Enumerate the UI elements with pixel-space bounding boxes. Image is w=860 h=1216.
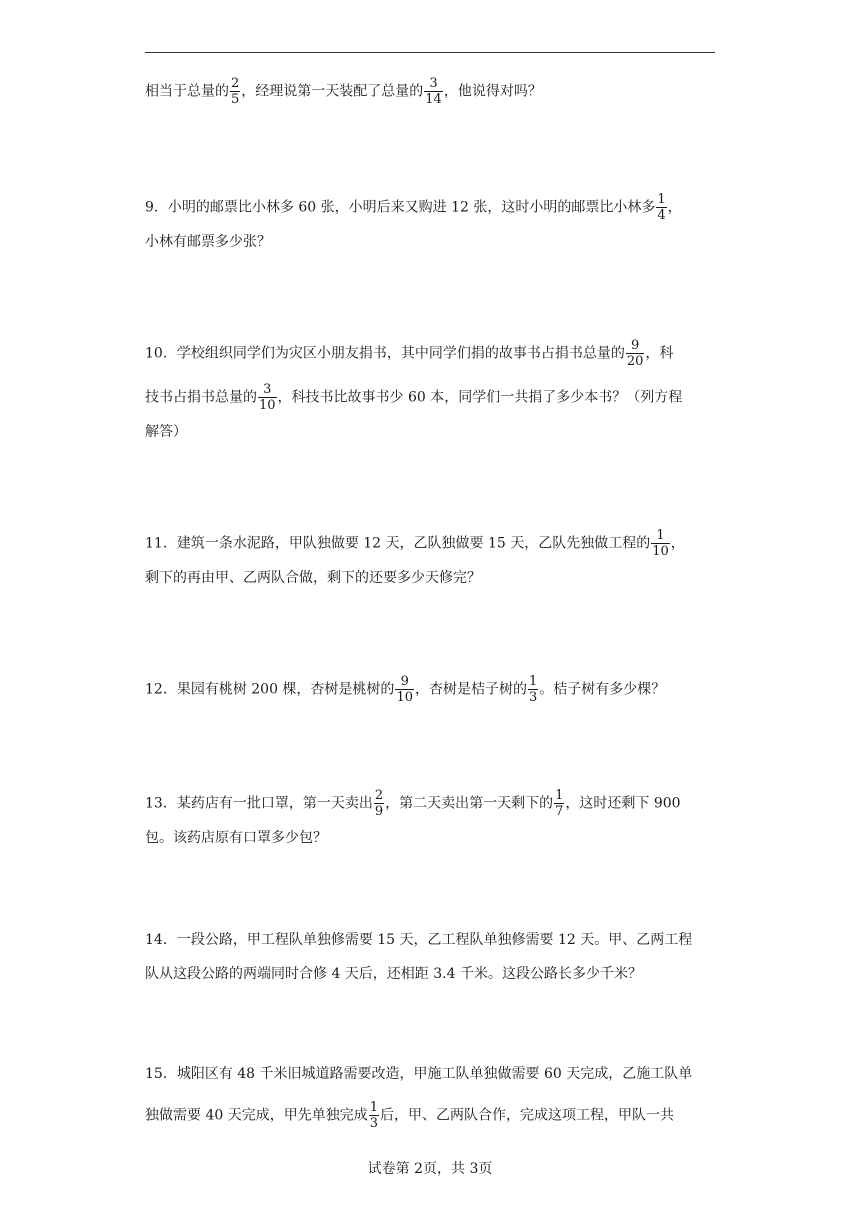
text: 独做需要 40 天完成，甲先单独完成	[145, 1107, 368, 1124]
problem-13-line-2: 包。该药店原有口罩多少包？	[145, 830, 327, 846]
text: ，杏树是桔子树的	[414, 681, 527, 698]
fraction-1-3: $\frac{1}{3}$	[528, 674, 538, 705]
text: ，	[670, 535, 685, 552]
text: 10．学校组织同学们为灾区小朋友捐书，其中同学们捐的故事书占捐书总量的	[145, 345, 625, 362]
fraction-2-5: $\frac{2}{5}$	[231, 76, 240, 107]
fraction-1-3: $\frac{1}{3}$	[369, 1100, 378, 1131]
fraction-9-20: $\frac{9}{20}$	[626, 338, 644, 369]
problem-12-line-1	[145, 674, 665, 705]
problem-13-line-1	[145, 788, 681, 819]
fraction-2-9: $\frac{2}{9}$	[374, 788, 384, 819]
fraction-1-7: $\frac{1}{7}$	[555, 788, 564, 819]
text: ，科技书比故事书少 60 本，同学们一共捐了多少本书？（列方程	[277, 389, 683, 406]
problem-8-line-1	[145, 76, 542, 107]
text: ，第二天卖出第一天剩下的	[385, 795, 554, 812]
text: ，这时还剩下 900	[565, 795, 681, 812]
problem-9-line-1	[145, 192, 682, 223]
text: ，	[667, 199, 682, 216]
problem-10-line-2	[145, 382, 682, 413]
problem-10-line-3: 解答）	[145, 424, 187, 440]
text: ，他说得对吗？	[443, 83, 542, 100]
problem-11-line-1	[145, 528, 685, 559]
text: 技书占捐书总量的	[145, 389, 257, 406]
fraction-1-10: $\frac{1}{10}$	[652, 528, 669, 559]
problem-14-line-2: 队从这段公路的两端同时合修 4 天后，还相距 3.4 千米。这段公路长多少千米？	[145, 966, 642, 982]
text: 13．某药店有一批口罩，第一天卖出	[145, 795, 373, 812]
text: 11．建筑一条水泥路，甲队独做要 12 天，乙队独做要 15 天，乙队先独做工程的	[145, 535, 651, 552]
text: ，经理说第一天装配了总量的	[241, 83, 424, 100]
fraction-9-10: $\frac{9}{10}$	[396, 674, 413, 705]
problem-15-line-2	[145, 1100, 674, 1131]
text: ，科	[645, 345, 674, 362]
text: 后，甲、乙两队合作，完成这项工程，甲队一共	[380, 1107, 674, 1124]
text: 。桔子树有多少棵？	[539, 681, 666, 698]
fraction-3-10: $\frac{3}{10}$	[259, 382, 276, 413]
problem-9-line-2: 小林有邮票多少张？	[145, 234, 271, 250]
header-rule	[145, 52, 715, 53]
problem-14-line-1: 14．一段公路，甲工程队单独修需要 15 天，乙工程队单独修需要 12 天。甲、乙两工程	[145, 932, 693, 948]
problem-10-line-1	[145, 338, 673, 369]
problem-15-line-1: 15．城阳区有 48 千米旧城道路需要改造，甲施工队单独做需要 60 天完成，乙施工队单	[145, 1066, 693, 1082]
text: 9．小明的邮票比小林多 60 张，小明后来又购进 12 张，这时小明的邮票比小林多	[145, 199, 656, 216]
fraction-1-4: $\frac{1}{4}$	[657, 192, 666, 223]
text: 相当于总量的	[145, 83, 229, 100]
fraction-3-14: $\frac{3}{14}$	[425, 76, 442, 107]
page-footer: 试卷第 2页，共 3页	[367, 1161, 493, 1177]
problem-11-line-2: 剩下的再由甲、乙两队合做，剩下的还要多少天修完？	[145, 570, 481, 586]
text: 12．果园有桃树 200 棵，杏树是桃树的	[145, 681, 395, 698]
